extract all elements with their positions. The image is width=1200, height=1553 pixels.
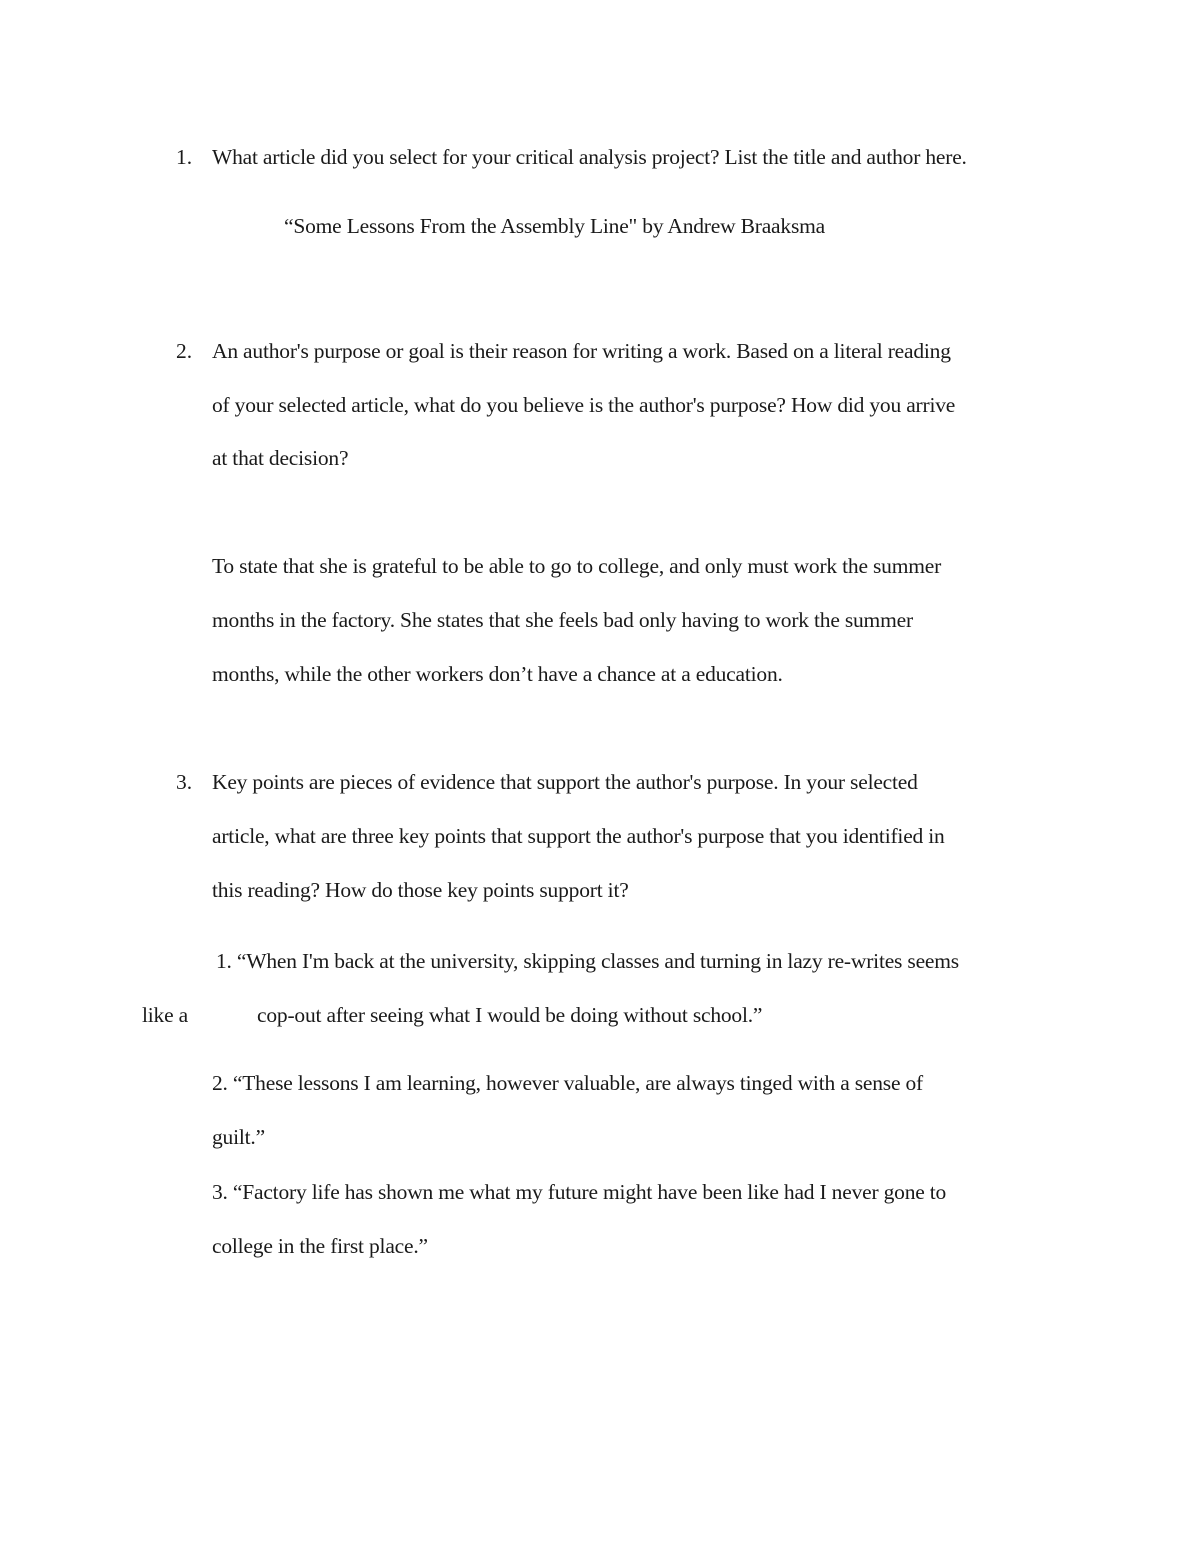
key-point-2-line-1: 2. “These lessons I am learning, however valuable, are always tinged with a sense of — [212, 1071, 923, 1095]
key-point-3-line-1: 3. “Factory life has shown me what my future might have been like had I never gone to — [212, 1180, 947, 1204]
question-2-answer-line-2: months in the factory. She states that she feels bad only having to work the summer — [212, 608, 913, 632]
question-2-text-line-3: at that decision? — [212, 446, 349, 470]
key-point-3-line-2: college in the first place.” — [212, 1234, 428, 1258]
question-2-number: 2. — [176, 339, 193, 363]
question-2-answer-line-1: To state that she is grateful to be able to go to college, and only must work the summer — [212, 554, 942, 578]
question-3-text-line-3: this reading? How do those key points support it? — [212, 878, 629, 902]
question-3-text-line-1: Key points are pieces of evidence that support the author's purpose. In your selected — [212, 770, 918, 794]
key-point-1-line-2: cop-out after seeing what I would be doing without school.” — [257, 1003, 763, 1027]
question-1-number: 1. — [176, 145, 193, 169]
question-1-text: What article did you select for your critical analysis project? List the title and author here. — [212, 145, 967, 169]
question-2-answer-line-3: months, while the other workers don’t have a chance at a education. — [212, 662, 783, 686]
question-1-answer: “Some Lessons From the Assembly Line" by Andrew Braaksma — [284, 214, 825, 238]
question-3-number: 3. — [176, 770, 193, 794]
question-2-text-line-1: An author's purpose or goal is their reason for writing a work. Based on a literal reading — [212, 339, 951, 363]
key-point-1-line-1: 1. “When I'm back at the university, skipping classes and turning in lazy re-writes seems — [216, 949, 959, 973]
question-3-text-line-2: article, what are three key points that support the author's purpose that you identified in — [212, 824, 945, 848]
question-2-text-line-2: of your selected article, what do you believe is the author's purpose? How did you arrive — [212, 393, 956, 417]
key-point-1-wrap-prefix: like a — [142, 1003, 188, 1027]
key-point-2-line-2: guilt.” — [212, 1125, 265, 1149]
